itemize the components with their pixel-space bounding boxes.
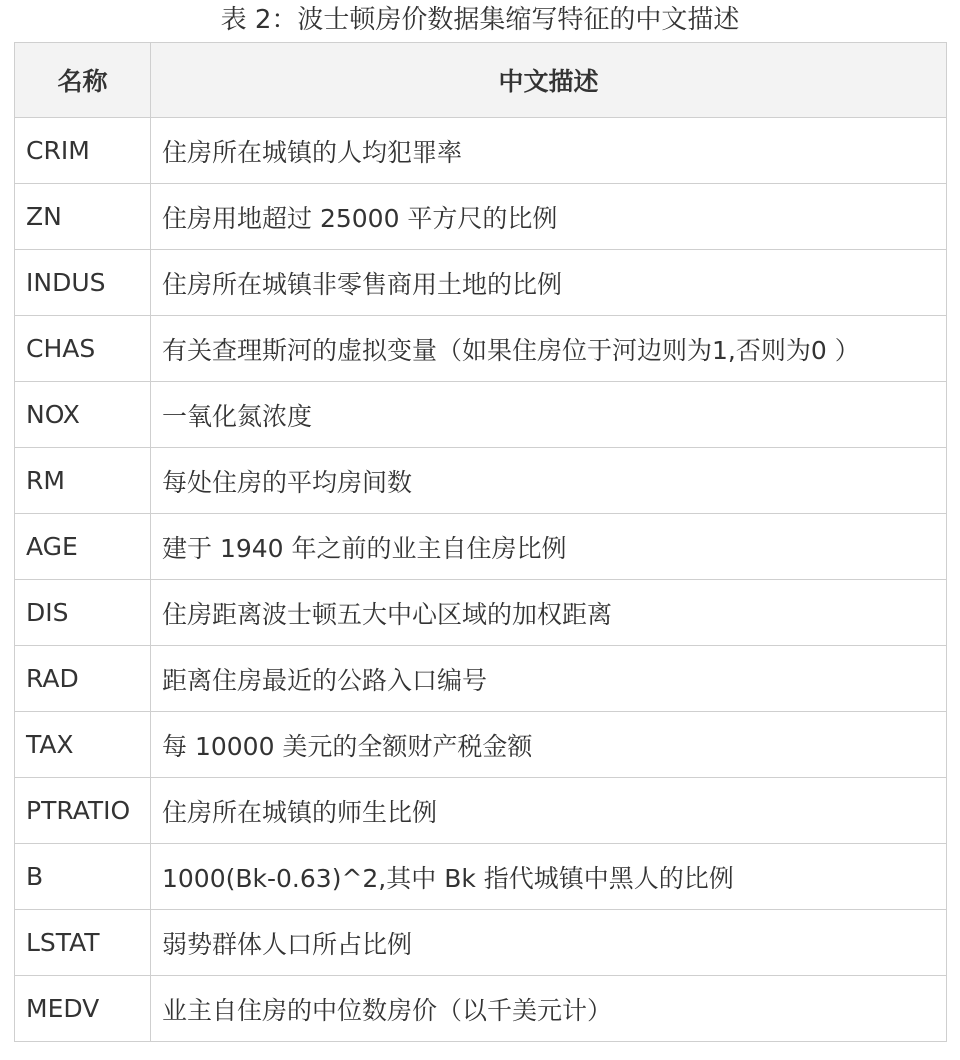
feature-name-cell: CRIM xyxy=(15,118,151,184)
table-row xyxy=(15,844,947,910)
table-caption: 表 2：波士顿房价数据集缩写特征的中文描述 xyxy=(220,5,740,35)
feature-description-cell: 住房所在城镇非零售商用土地的比例 xyxy=(151,250,947,316)
table-row xyxy=(15,514,947,580)
feature-name-cell: RM xyxy=(15,448,151,514)
feature-description-cell: 1000(Bk-0.63)^2,其中 Bk 指代城镇中黑人的比例 xyxy=(151,844,947,910)
feature-description-cell: 一氧化氮浓度 xyxy=(151,382,947,448)
table-row xyxy=(15,580,947,646)
feature-name-cell: PTRATIO xyxy=(15,778,151,844)
feature-name-cell: CHAS xyxy=(15,316,151,382)
feature-description-cell: 住房所在城镇的师生比例 xyxy=(151,778,947,844)
feature-name-cell: DIS xyxy=(15,580,151,646)
table-row xyxy=(15,448,947,514)
feature-name-cell: TAX xyxy=(15,712,151,778)
feature-name-cell: MEDV xyxy=(15,976,151,1042)
table-row xyxy=(15,382,947,448)
feature-name-cell: ZN xyxy=(15,184,151,250)
feature-name-cell: AGE xyxy=(15,514,151,580)
table-row xyxy=(15,910,947,976)
feature-description-cell: 住房所在城镇的人均犯罪率 xyxy=(151,118,947,184)
feature-description-cell: 每处住房的平均房间数 xyxy=(151,448,947,514)
table-row xyxy=(15,250,947,316)
table-row xyxy=(15,118,947,184)
table-row xyxy=(15,646,947,712)
feature-name-cell: INDUS xyxy=(15,250,151,316)
table-row xyxy=(15,184,947,250)
table-row xyxy=(15,976,947,1042)
table-header-row xyxy=(15,43,947,118)
table-row xyxy=(15,316,947,382)
feature-description-cell: 业主自住房的中位数房价（以千美元计） xyxy=(151,976,947,1042)
table-row xyxy=(15,712,947,778)
feature-description-cell: 弱势群体人口所占比例 xyxy=(151,910,947,976)
column-header-description: 中文描述 xyxy=(151,43,947,118)
feature-name-cell: B xyxy=(15,844,151,910)
column-header-name: 名称 xyxy=(15,43,151,118)
feature-name-cell: LSTAT xyxy=(15,910,151,976)
feature-name-cell: NOX xyxy=(15,382,151,448)
feature-description-cell: 距离住房最近的公路入口编号 xyxy=(151,646,947,712)
feature-description-cell: 建于 1940 年之前的业主自住房比例 xyxy=(151,514,947,580)
feature-description-cell: 有关查理斯河的虚拟变量（如果住房位于河边则为1,否则为0 ） xyxy=(151,316,947,382)
feature-name-cell: RAD xyxy=(15,646,151,712)
feature-description-table xyxy=(14,42,947,1042)
feature-description-cell: 住房距离波士顿五大中心区域的加权距离 xyxy=(151,580,947,646)
feature-description-cell: 住房用地超过 25000 平方尺的比例 xyxy=(151,184,947,250)
feature-description-cell: 每 10000 美元的全额财产税金额 xyxy=(151,712,947,778)
table-row xyxy=(15,778,947,844)
